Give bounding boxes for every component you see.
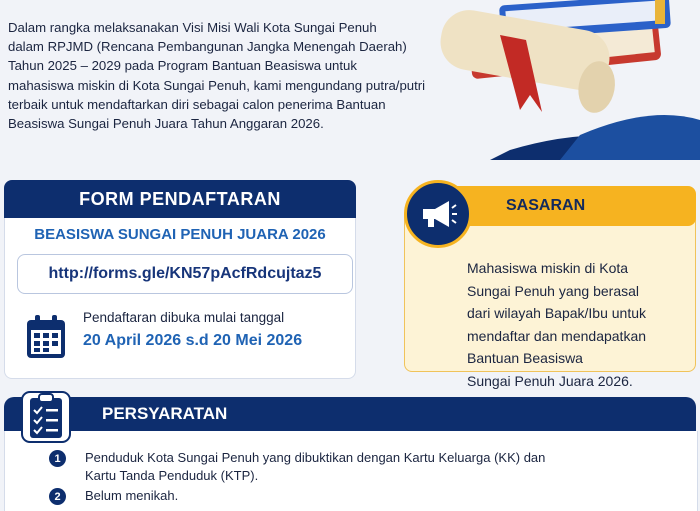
form-body — [4, 218, 356, 379]
requirement-number: 2 — [49, 488, 66, 505]
requirements-body — [4, 431, 698, 511]
intro-line: Dalam rangka melaksanakan Visi Misi Wali Kota Sungai Penuh — [8, 20, 377, 35]
calendar-icon — [25, 314, 67, 360]
requirement-line: Belum menikah. — [85, 488, 179, 503]
requirement-line: Penduduk Kota Sungai Penuh yang dibuktikan dengan Kartu Keluarga (KK) dan — [85, 450, 546, 465]
intro-line: Beasiswa Sungai Penuh Juara Tahun Anggaran 2026. — [8, 116, 324, 132]
target-card — [404, 180, 696, 389]
registration-dates: 20 April 2026 s.d 20 Mei 2026 — [83, 332, 303, 349]
requirement-line: Kartu Tanda Penduduk (KTP). — [85, 468, 259, 483]
requirement-number: 1 — [49, 450, 66, 467]
requirement-text — [85, 487, 178, 505]
target-line: mendaftar dan mendapatkan — [467, 327, 647, 344]
target-line: Mahasiswa miskin di Kota — [467, 260, 629, 276]
target-line: dari wilayah Bapak/Ibu untuk — [467, 305, 646, 321]
target-line: Bantuan Beasiswa — [467, 350, 583, 366]
requirements-title: PERSYARATAN — [102, 404, 228, 423]
clipboard-checklist-icon — [20, 388, 72, 444]
registration-form-card — [4, 180, 356, 380]
requirement-text — [85, 449, 545, 485]
megaphone-icon — [404, 180, 472, 248]
requirements-header — [4, 397, 696, 431]
form-subtitle: BEASISWA SUNGAI PENUH JUARA 2026 — [34, 226, 326, 243]
target-line: Sungai Penuh Juara 2026. — [467, 372, 633, 389]
books-scroll-illustration — [430, 0, 700, 160]
form-title: FORM PENDAFTARAN — [4, 180, 356, 218]
registration-url: http://forms.gle/KN57pAcfRdcujtaz5 — [48, 265, 322, 282]
target-description — [467, 257, 687, 392]
intro-line: terbaik untuk mendaftarkan diri sebagai calon penerima Bantuan — [8, 96, 386, 112]
registration-open-label: Pendaftaran dibuka mulai tanggal — [83, 310, 285, 325]
intro-line: Tahun 2025 – 2029 pada Program Bantuan Beasiswa untuk — [8, 58, 357, 74]
intro-line: mahasiswa miskin di Kota Sungai Penuh, kami mengundang putra/putri — [8, 77, 426, 93]
intro-paragraph — [8, 18, 448, 133]
target-line: Sungai Penuh yang berasal — [467, 282, 640, 299]
target-header — [432, 186, 696, 226]
registration-url-link[interactable] — [17, 254, 353, 294]
intro-line: dalam RPJMD (Rencana Pembangunan Jangka Menengah Daerah) — [8, 39, 407, 55]
target-title: SASARAN — [506, 197, 586, 214]
